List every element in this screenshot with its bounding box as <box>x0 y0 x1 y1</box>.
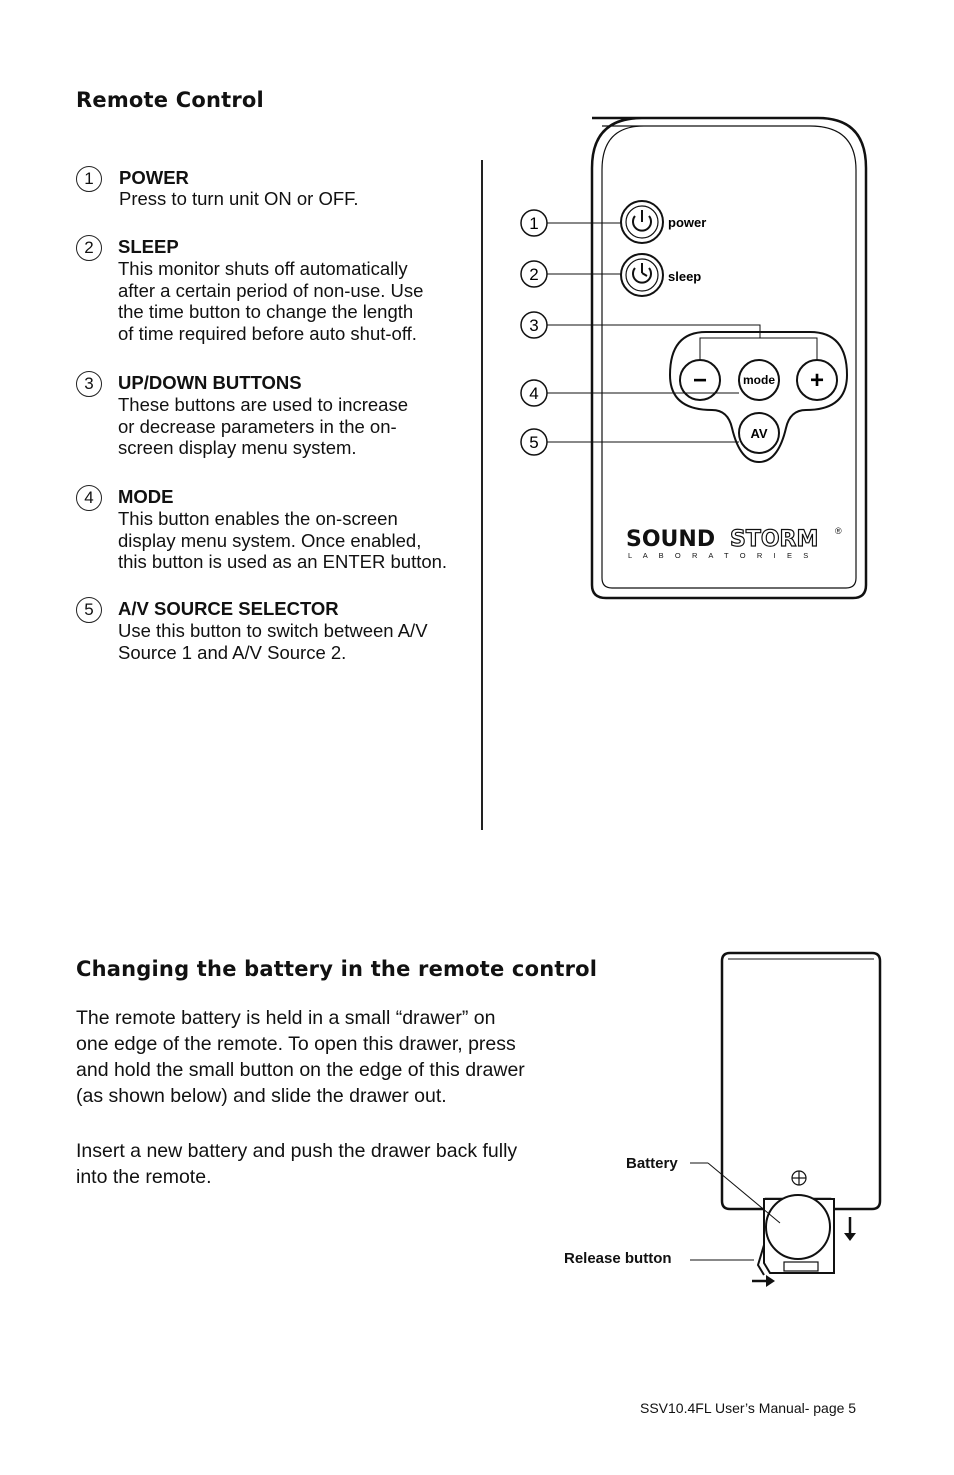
svg-text:SOUND: SOUND <box>626 527 716 552</box>
svg-text:®: ® <box>835 526 842 536</box>
minus-button[interactable] <box>680 360 720 400</box>
remote-back-outline <box>722 953 880 1209</box>
diagram-callout-2 <box>521 261 547 287</box>
item-body: This button enables the on-screen display menu system. Once enabled, this button is used as an ENTER button. <box>118 508 448 572</box>
svg-text:1: 1 <box>529 214 539 233</box>
remote-control-diagram <box>510 110 880 610</box>
item-title: SLEEP <box>118 236 179 257</box>
svg-text:STORM: STORM <box>730 527 819 552</box>
plus-label: + <box>809 367 825 394</box>
right-arrow-icon <box>752 1275 775 1287</box>
remote-outer-body <box>592 118 866 598</box>
remote-inner-body <box>602 126 856 588</box>
minus-label: − <box>692 367 708 394</box>
item-title: MODE <box>118 486 174 507</box>
power-button[interactable] <box>621 201 663 243</box>
down-arrow-icon <box>844 1217 856 1241</box>
item-title: A/V SOURCE SELECTOR <box>118 598 339 619</box>
battery-paragraph-1: The remote battery is held in a small “drawer” on one edge of the remote. To open this drawer, press and hold the small button on the edge of this drawer (as shown below) and slide the drawer out. <box>76 1007 525 1107</box>
diagram-callout-4 <box>521 380 547 406</box>
diagram-callout-1 <box>521 210 547 236</box>
callout-number: 5 <box>76 597 102 623</box>
mode-label: mode <box>742 373 776 387</box>
item-title: UP/DOWN BUTTONS <box>118 372 302 393</box>
column-divider <box>481 160 483 830</box>
battery-plus-symbol <box>792 1171 806 1185</box>
section-title-battery: Changing the battery in the remote control <box>76 957 598 981</box>
battery-callout-label: Battery <box>626 1155 678 1172</box>
section-title-remote-control: Remote Control <box>76 88 264 112</box>
av-button[interactable] <box>739 413 779 453</box>
svg-text:5: 5 <box>529 433 539 452</box>
av-label: AV <box>750 426 768 441</box>
page-footer: SSV10.4FL User’s Manual- page 5 <box>640 1400 857 1416</box>
svg-text:L A B O R A T O R I E S: L A B O R A T O R I E S <box>628 551 813 560</box>
callout-number: 1 <box>76 166 102 192</box>
battery-paragraph-2: Insert a new battery and push the drawer back fully into the remote. <box>76 1140 518 1188</box>
soundstorm-logo <box>626 526 842 560</box>
svg-text:2: 2 <box>529 265 539 284</box>
sleep-button[interactable] <box>621 254 663 296</box>
item-body: Press to turn unit ON or OFF. <box>119 188 359 209</box>
item-body: These buttons are used to increase or decrease parameters in the on- screen display menu system. <box>118 394 409 458</box>
power-label: power <box>668 215 707 230</box>
item-body: This monitor shuts off automatically after a certain period of non-use. Use the time button to change the length of time required before auto shut-off. <box>118 258 424 344</box>
battery-leader-line-b <box>708 1163 780 1223</box>
callout-line-3a <box>547 325 760 360</box>
sleep-label: sleep <box>668 269 702 284</box>
release-button-callout-label: Release button <box>564 1250 672 1267</box>
svg-text:4: 4 <box>529 384 539 403</box>
item-title: POWER <box>119 167 189 188</box>
item-body: Use this button to switch between A/V Source 1 and A/V Source 2. <box>118 620 428 663</box>
diagram-callout-5 <box>521 429 547 455</box>
diagram-callout-3 <box>521 312 547 338</box>
callout-number: 3 <box>76 371 102 397</box>
callout-number: 4 <box>76 485 102 511</box>
mode-button[interactable] <box>739 360 779 400</box>
battery-drawer-diagram <box>680 945 890 1295</box>
svg-text:3: 3 <box>529 316 539 335</box>
coin-battery <box>766 1195 830 1259</box>
plus-button[interactable] <box>797 360 837 400</box>
callout-line-3b <box>760 338 817 360</box>
callout-number: 2 <box>76 235 102 261</box>
